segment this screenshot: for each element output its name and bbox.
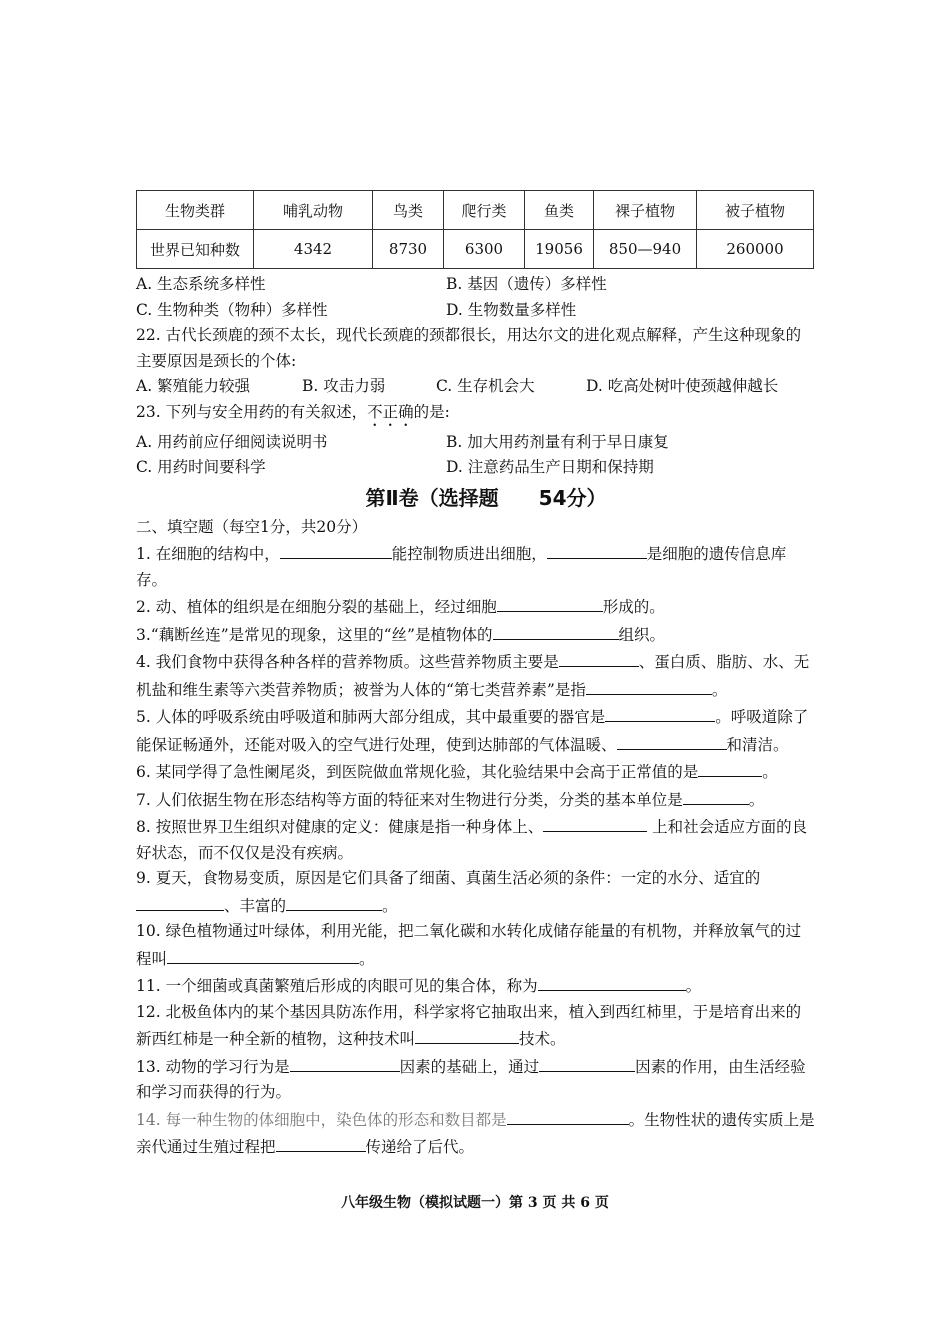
- table-cell: 哺乳动物: [254, 191, 373, 230]
- answer-blank[interactable]: [493, 621, 619, 640]
- question-text: 因素的基础上，通过: [399, 1057, 540, 1076]
- fill-q11: [136, 972, 816, 1000]
- option-d: D. 注意药品生产日期和保持期: [446, 458, 654, 476]
- table-cell: 鱼类: [525, 191, 594, 230]
- fill-q4: [136, 648, 816, 703]
- q23-options-row2: [136, 455, 816, 481]
- q23-stem-pre: 23. 下列与安全用药的有关叙述，: [136, 402, 368, 421]
- question-text: 因素的作用，由生活经验和学习而获得的行为。: [136, 1057, 806, 1101]
- question-text: 11. 一个细菌或真菌繁殖后形成的肉眼可见的集合体，称为: [136, 977, 538, 995]
- question-text: 6. 某同学得了急性阑尾炎，到医院做血常规化验，其化验结果中会高于正常值的是: [136, 763, 699, 781]
- answer-blank[interactable]: [605, 703, 715, 722]
- question-text: 9. 夏天，食物易变质，原因是它们具备了细菌、真菌生活必须的条件：一定的水分、适宜的: [136, 869, 761, 887]
- fill-q7: [136, 786, 816, 814]
- answer-blank[interactable]: [683, 786, 749, 805]
- question-text: 12. 北极鱼体内的某个基因具防冻作用，科学家将它抽取出来，植入到西红柿里，于是培育出来的新西红柿是一种全新的植物，这种技术叫: [136, 1002, 802, 1048]
- option-c: C. 生存机会大: [436, 377, 535, 395]
- table-cell: 裸子植物: [594, 191, 697, 230]
- fill-q12: [136, 1000, 816, 1053]
- question-text: 4. 我们食物中获得各种各样的营养物质。这些营养物质主要是: [136, 653, 559, 671]
- question-text: 2. 动、植体的组织是在细胞分裂的基础上，经过细胞: [136, 598, 497, 616]
- question-text: 。: [748, 790, 765, 809]
- table-header-row: [137, 191, 814, 230]
- answer-blank[interactable]: [507, 1106, 629, 1125]
- question-text: 。: [685, 977, 702, 995]
- question-text: 。: [382, 896, 398, 915]
- option-c: C. 生物种类（物种）多样性: [136, 300, 328, 319]
- question-text: 14. 每一种生物的体细胞中，染色体的形态和数目都是: [136, 1110, 507, 1129]
- table-cell: 被子植物: [697, 191, 814, 230]
- question-text: 1. 在细胞的结构中，: [136, 545, 280, 563]
- question-text: 传递给了后代。: [365, 1138, 475, 1156]
- answer-blank[interactable]: [617, 731, 727, 750]
- fill-q1: [136, 540, 816, 593]
- option-b: B. 基因（遗传）多样性: [446, 275, 607, 293]
- table-cell: 鸟类: [373, 191, 444, 230]
- option-a: A. 繁殖能力较强: [136, 377, 251, 395]
- question-text: 5. 人体的呼吸系统由呼吸道和肺两大部分组成，其中最重要的器官是: [136, 708, 606, 726]
- fill-q13: [136, 1053, 816, 1106]
- answer-blank[interactable]: [136, 892, 224, 911]
- q22-stem: 22. 古代长颈鹿的颈不太长，现代长颈鹿的颈都很长，用达尔文的进化观点解释，产生这种现象的主要原因是颈长的个体:: [136, 326, 802, 370]
- answer-blank[interactable]: [415, 1025, 519, 1044]
- answer-blank[interactable]: [538, 972, 686, 991]
- fill-q2: [136, 593, 816, 621]
- question-text: 3.“藕断丝连”是常见的现象，这里的“丝”是植物体的: [136, 625, 493, 644]
- fill-q3: [136, 621, 816, 649]
- q22-options: [136, 374, 816, 400]
- table-cell: 19056: [525, 230, 594, 269]
- fill-q10: [136, 919, 816, 972]
- table-cell: 6300: [444, 230, 525, 269]
- question-text: 13. 动物的学习行为是: [136, 1057, 290, 1076]
- question-text: 7. 人们依据生物在形态结构等方面的特征来对生物进行分类，分类的基本单位是: [136, 790, 683, 809]
- answer-blank[interactable]: [586, 676, 712, 695]
- question-text: 。呼吸道除了能保证畅通外，还能对吸入的空气进行处理，使到达肺部的气体温暖、: [136, 708, 809, 754]
- fill-q8: [136, 813, 816, 866]
- table-cell: 4342: [254, 230, 373, 269]
- answer-blank[interactable]: [276, 1133, 366, 1152]
- answer-blank[interactable]: [698, 758, 762, 777]
- table-cell: 8730: [373, 230, 444, 269]
- question-text: 是细胞的遗传信息库存。: [136, 545, 787, 589]
- q23-stem-post: 的是:: [413, 402, 450, 421]
- fill-q6: [136, 758, 816, 786]
- option-d: D. 生物数量多样性: [446, 300, 577, 319]
- fill-q9: [136, 866, 816, 919]
- answer-blank[interactable]: [497, 593, 603, 612]
- option-b: B. 攻击力弱: [302, 377, 386, 395]
- question-text: 、蛋白质、脂肪、水、无机盐和维生素等六类营养物质；被誉为人体的“第七类营养素”是指: [136, 653, 810, 699]
- question-content: [136, 272, 816, 1161]
- fill-q5: [136, 703, 816, 758]
- table-cell: 爬行类: [444, 191, 525, 230]
- table-cell: 生物类群: [137, 191, 254, 230]
- q21-options-row2: [136, 298, 816, 324]
- answer-blank[interactable]: [559, 648, 639, 667]
- q23-stem-emphasis: 不正确: [367, 402, 414, 421]
- page-footer: 八年级生物（模拟试题一）第 3 页 共 6 页: [341, 1195, 609, 1211]
- question-text: 上和社会适应方面的良好状态，而不仅仅是没有疾病。: [136, 818, 808, 862]
- table-row: [137, 230, 814, 269]
- q23-stem: [136, 400, 816, 430]
- species-count-table: [136, 190, 814, 269]
- question-text: 8. 按照世界卫生组织对健康的定义：健康是指一种身体上、: [136, 818, 544, 836]
- question-text: 、丰富的: [224, 896, 287, 915]
- question-text: 。生物性状的遗传实质上是亲代通过生殖过程把: [136, 1110, 815, 1156]
- option-d: D. 吃高处树叶使颈越伸越长: [586, 377, 779, 395]
- question-text: 。: [711, 680, 728, 699]
- section-subtitle: 二、填空题（每空1分，共20分）: [136, 517, 368, 536]
- answer-blank[interactable]: [286, 892, 382, 911]
- question-text: 能控制物质进出细胞，: [391, 545, 547, 563]
- answer-blank[interactable]: [280, 540, 392, 559]
- table-cell: 世界已知种数: [137, 230, 254, 269]
- fill-q14: [136, 1106, 816, 1161]
- table-cell: 850—940: [594, 230, 697, 269]
- answer-blank[interactable]: [539, 1053, 635, 1072]
- question-text: 10. 绿色植物通过叶绿体，利用光能，把二氧化碳和水转化成储存能量的有机物，并释放氧气的过程叫: [136, 922, 802, 968]
- question-text: 。: [762, 763, 778, 781]
- section-title: 第Ⅱ卷（选择题 54分）: [365, 485, 607, 510]
- option-c: C. 用药时间要科学: [136, 458, 266, 476]
- option-a: A. 生态系统多样性: [136, 275, 266, 293]
- option-b: B. 加大用药剂量有利于早日康复: [446, 432, 669, 451]
- question-text: 。: [359, 949, 375, 968]
- question-text: 组织。: [618, 625, 666, 644]
- q21-options-row1: [136, 272, 816, 298]
- answer-blank[interactable]: [167, 945, 359, 964]
- question-text: 形成的。: [602, 598, 665, 616]
- answer-blank[interactable]: [543, 813, 647, 832]
- option-a: A. 用药前应仔细阅读说明书: [136, 432, 328, 451]
- table-cell: 260000: [697, 230, 814, 269]
- q23-options-row1: [136, 430, 816, 456]
- answer-blank[interactable]: [290, 1053, 400, 1072]
- question-text: 和清洁。: [726, 735, 789, 754]
- question-text: 技术。: [519, 1030, 566, 1048]
- answer-blank[interactable]: [547, 540, 647, 559]
